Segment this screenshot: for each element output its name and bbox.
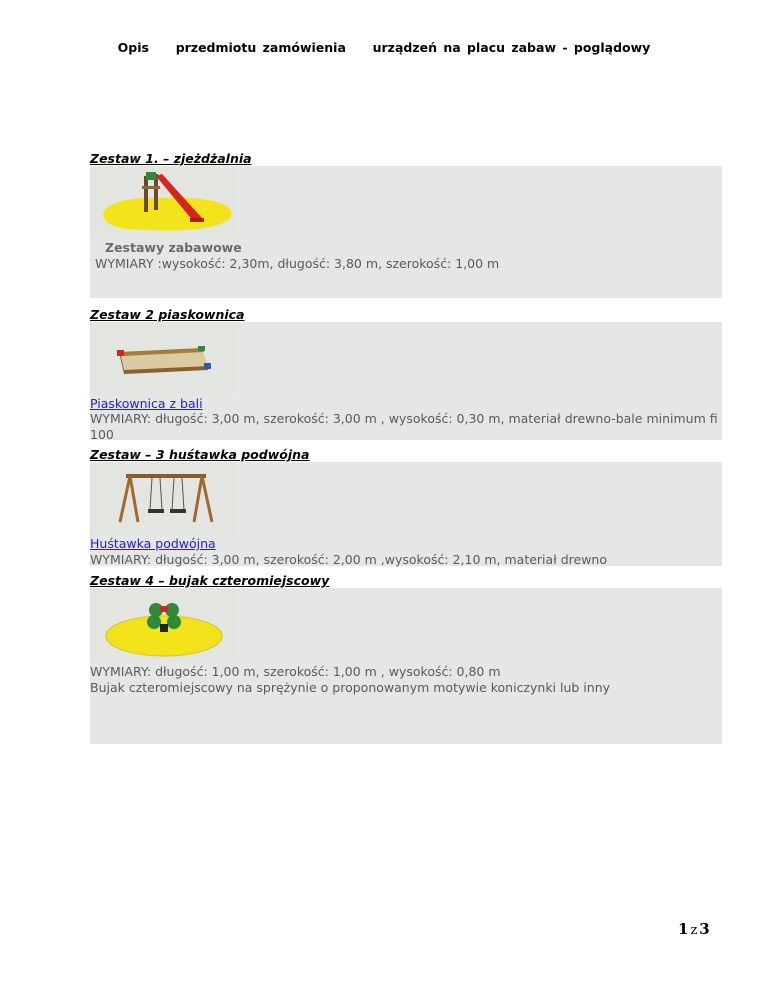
set-4-description: Bujak czteromiejscowy na sprężynie o proponowanym motywie koniczynki lub inny — [90, 680, 611, 695]
set-2-dimensions: WYMIARY: długość: 3,00 m, szerokość: 3,00 m , wysokość: 0,30 m, materiał drewno-bale minimum fi 100 — [90, 411, 718, 442]
set-1-title: Zestaw 1. – zjeżdżalnia — [90, 151, 252, 166]
set-1-panel — [90, 166, 722, 298]
double-swing-icon — [90, 462, 237, 536]
set-4-panel — [90, 588, 722, 744]
page-current: 1 — [678, 920, 689, 938]
set-3-title: Zestaw – 3 huśtawka podwójna — [90, 447, 310, 462]
set-4-title: Zestaw 4 – bujak czteromiejscowy — [90, 573, 330, 588]
set-3-dimensions: WYMIARY: długość: 3,00 m, szerokość: 2,00 m ,wysokość: 2,10 m, materiał drewno — [90, 552, 607, 567]
page-header — [0, 40, 768, 55]
set-4-dimensions: WYMIARY: długość: 1,00 m, szerokość: 1,00 m , wysokość: 0,80 m — [90, 664, 501, 679]
page-number — [678, 920, 710, 938]
page-total: 3 — [699, 920, 710, 938]
header-part-1: Opis — [117, 40, 149, 55]
sandbox-link[interactable]: Piaskownica z bali — [90, 396, 203, 411]
sandbox-icon — [90, 322, 237, 394]
page-separator: z — [690, 923, 698, 938]
set-2-title: Zestaw 2 piaskownica — [90, 307, 245, 322]
header-part-3: urządzeń na placu zabaw - poglądowy — [372, 40, 651, 55]
set-3-panel — [90, 462, 722, 566]
slide-icon — [90, 166, 237, 238]
double-swing-link[interactable]: Huśtawka podwójna — [90, 536, 216, 551]
set-1-subtitle: Zestawy zabawowe — [105, 240, 242, 255]
spring-rocker-icon — [90, 588, 237, 660]
header-part-2: przedmiotu zamówienia — [175, 40, 346, 55]
set-2-panel — [90, 322, 722, 440]
set-1-dimensions: WYMIARY :wysokość: 2,30m, długość: 3,80 m, szerokość: 1,00 m — [95, 256, 500, 271]
